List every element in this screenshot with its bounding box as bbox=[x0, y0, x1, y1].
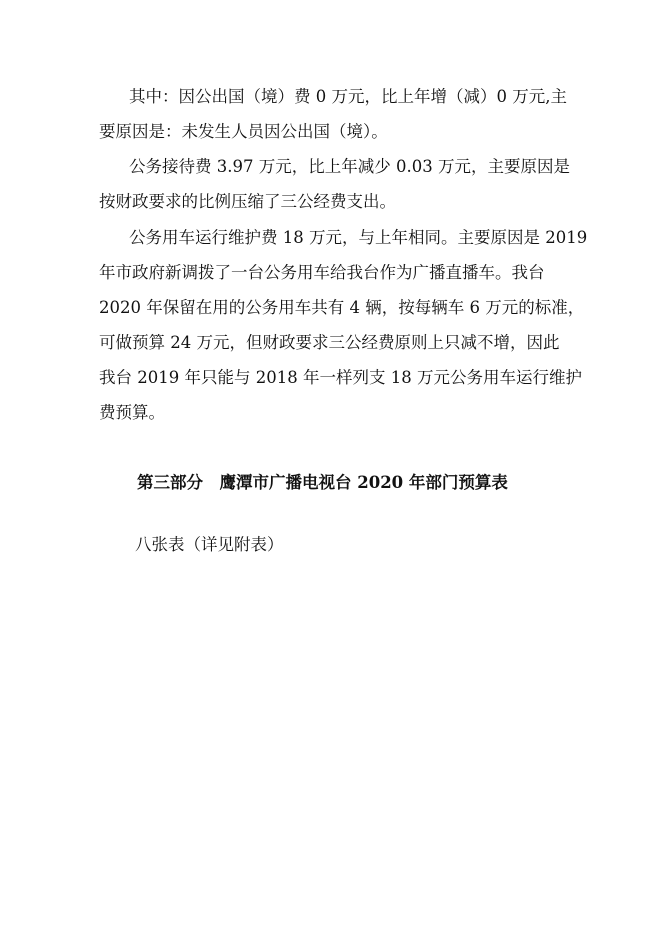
paragraph-line: 按财政要求的比例压缩了三公经费支出。 bbox=[99, 192, 396, 211]
paragraph-line: 要原因是：未发生人员因公出国（境）。 bbox=[99, 122, 388, 141]
paragraph-line: 年市政府新调拨了一台公务用车给我台作为广播直播车。我台 bbox=[99, 263, 545, 282]
section-title: 第三部分 鹰潭市广播电视台 2020 年部门预算表 bbox=[137, 473, 508, 492]
paragraph-line: 2020 年保留在用的公务用车共有 4 辆，按每辆车 6 万元的标准， bbox=[99, 298, 585, 317]
paragraph-line: 费预算。 bbox=[99, 403, 165, 422]
paragraph-line: 公务用车运行维护费 18 万元，与上年相同。主要原因是 2019 bbox=[129, 228, 588, 247]
paragraph-line: 我台 2019 年只能与 2018 年一样列支 18 万元公务用车运行维护 bbox=[99, 368, 582, 387]
paragraph-line: 其中：因公出国（境）费 0 万元，比上年增（减）0 万元,主 bbox=[129, 87, 567, 106]
section-note: 八张表（详见附表） bbox=[135, 535, 284, 554]
paragraph-line: 可做预算 24 万元，但财政要求三公经费原则上只减不增，因此 bbox=[99, 333, 560, 352]
paragraph-line: 公务接待费 3.97 万元，比上年减少 0.03 万元，主要原因是 bbox=[129, 157, 570, 176]
